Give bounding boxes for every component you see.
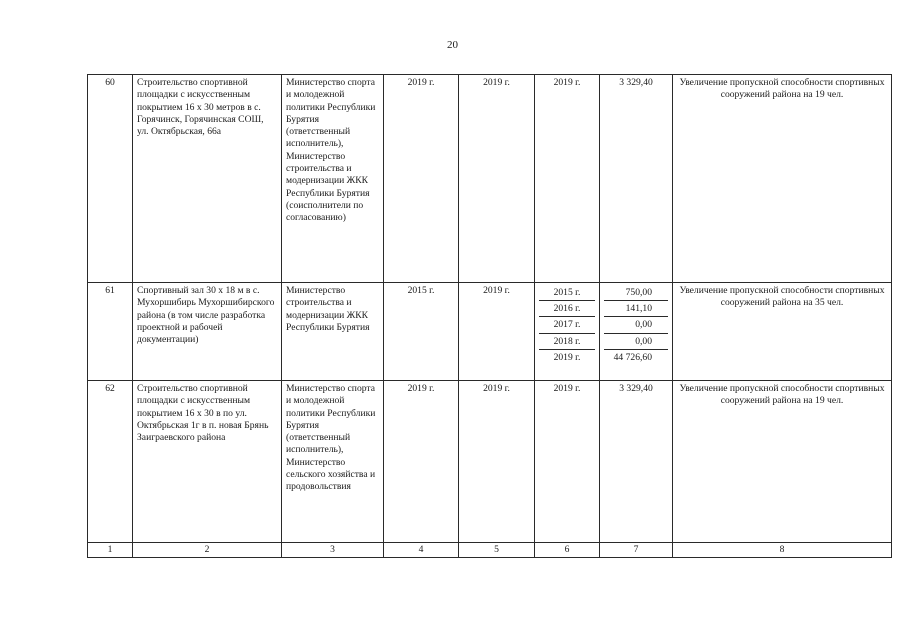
column-number: 2 [133, 543, 282, 558]
funding-amount: 750,00 [604, 285, 668, 301]
funding-years [535, 283, 600, 381]
column-number: 5 [459, 543, 535, 558]
column-number: 8 [673, 543, 892, 558]
table-row [88, 75, 892, 283]
expected-result: Увеличение пропускной способности спортивных сооружений района на 19 чел. [673, 75, 892, 283]
column-number: 6 [535, 543, 600, 558]
funding-year: 2015 г. [539, 285, 595, 301]
table-row [88, 283, 892, 381]
funding-year: 2017 г. [539, 317, 595, 333]
executor: Министерство спорта и молодежной политики Республики Бурятия (ответственный исполнитель), Министерство сельского хозяйства и продовольствия [282, 381, 384, 543]
funding-amount: 0,00 [604, 317, 668, 333]
funding-amount: 44 726,60 [613, 351, 652, 363]
start-year: 2015 г. [384, 283, 459, 381]
column-number: 7 [600, 543, 673, 558]
start-year: 2019 г. [384, 381, 459, 543]
funding-amount: 3 329,40 [600, 75, 673, 283]
expected-result: Увеличение пропускной способности спортивных сооружений района на 35 чел. [673, 283, 892, 381]
page-number: 20 [447, 39, 458, 51]
end-year: 2019 г. [459, 381, 535, 543]
funding-year: 2019 г. [535, 75, 600, 283]
funding-year: 2019 г. [535, 381, 600, 543]
program-table [87, 74, 892, 558]
object-name: Строительство спортивной площадки с искусственным покрытием 16 х 30 в по ул. Октябрьская 1г в п. новая Брянь Заиграевского района [133, 381, 282, 543]
executor: Министерство спорта и молодежной политики Республики Бурятия (ответственный исполнитель), Министерство строительства и модернизации ЖКК Республики Бурятия (соисполнители по согласованию) [282, 75, 384, 283]
start-year: 2019 г. [384, 75, 459, 283]
funding-year: 2018 г. [539, 334, 595, 350]
funding-amount: 0,00 [604, 334, 668, 350]
funding-year: 2019 г. [553, 351, 581, 363]
column-number: 4 [384, 543, 459, 558]
funding-amount: 3 329,40 [600, 381, 673, 543]
executor: Министерство строительства и модернизации ЖКК Республики Бурятия [282, 283, 384, 381]
column-number-row [88, 543, 892, 558]
funding-amounts [600, 283, 673, 381]
end-year: 2019 г. [459, 75, 535, 283]
row-number: 60 [88, 75, 133, 283]
expected-result: Увеличение пропускной способности спортивных сооружений района на 19 чел. [673, 381, 892, 543]
object-name: Строительство спортивной площадки с искусственным покрытием 16 х 30 метров в с. Горячинск, Горячинская СОШ, ул. Октябрьская, 66а [133, 75, 282, 283]
funding-year: 2016 г. [539, 301, 595, 317]
funding-amount: 141,10 [604, 301, 668, 317]
table-row [88, 381, 892, 543]
column-number: 3 [282, 543, 384, 558]
row-number: 61 [88, 283, 133, 381]
object-name: Спортивный зал 30 х 18 м в с. Мухоршибирь Мухоршибирского района (в том числе разработка проектной и рабочей документации) [133, 283, 282, 381]
row-number: 62 [88, 381, 133, 543]
end-year: 2019 г. [459, 283, 535, 381]
column-number: 1 [88, 543, 133, 558]
